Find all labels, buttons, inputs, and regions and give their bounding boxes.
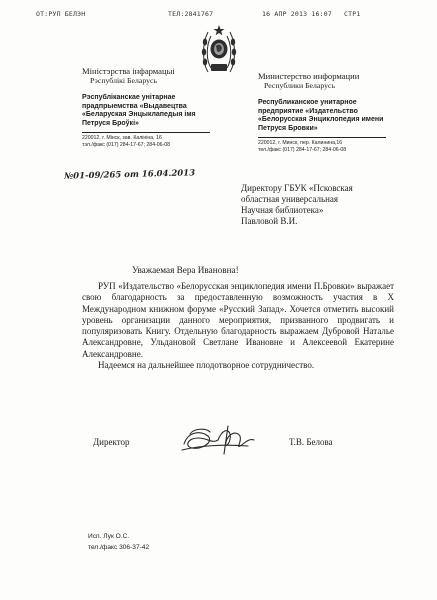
salutation: Уважаемая Вера Ивановна! (132, 265, 239, 275)
ministry-name-be: Міністэрства інфармацыі (82, 66, 175, 76)
organization-name-ru: Республиканское унитарное предприятие «Издательство «Белорусская Энциклопедия имени Петруся Бровки» (258, 99, 384, 132)
phone-line-ru: тел./факс (017) 284-17-67; 284-06-08 (258, 147, 347, 154)
letter-body (82, 281, 394, 371)
signer-name: Т.В. Белова (289, 437, 333, 447)
fax-tel: ТЕЛ:2841767 (168, 10, 214, 18)
address-line-be: 220012, г. Мінск, зав. Калініна, 16 (82, 135, 162, 142)
letterhead-rule (82, 132, 210, 133)
ministry-name-ru: Министерство информации (258, 71, 360, 81)
fax-date: 16 АПР 2013 16:07 (262, 10, 332, 18)
letterhead-rule (258, 137, 386, 138)
body-paragraph: РУП «Издательство «Белорусская энциклопедия имени П.Бровки» выражает свою благодарность за предоставленную возможность участия в X Международном книжном форуме «Русский Запад». Хочется отметить высокий уровень организации данного мероприятия, призванного продвигать и популяризовать Книгу. Отдельную благодарность выражаем Дубровой Наталье Александровне, Ульдановой Светлане Ивановне и Алексеевой Екатерине Александровне. (82, 281, 394, 359)
country-be: Рэспублікі Беларусь (90, 76, 158, 85)
executor-block (88, 531, 149, 553)
signer-role: Директор (93, 437, 130, 447)
fax-from: ОТ:РУП БЕЛЭН (36, 10, 86, 18)
letterhead-russian (258, 72, 393, 154)
handwritten-reference-number: №01-09/265 от 16.04.2013 (63, 168, 196, 182)
letterhead-belarusian (82, 67, 212, 149)
fax-page: СТР1 (344, 10, 361, 18)
address-line-ru: 220012, г. Минск, пер. Калинина,16 (258, 140, 343, 147)
recipient-line: Научная библиотека» (241, 205, 324, 215)
executor-phone: тел./факс 306-37-42 (88, 544, 150, 551)
phone-line-be: тэл./факс (017) 284-17-67; 284-06-08 (82, 142, 171, 149)
country-ru: Республики Беларусь (264, 81, 336, 90)
executor-name: Исп. Лук О.С. (88, 533, 130, 540)
handwritten-signature (178, 420, 260, 458)
recipient-line: Павловой В.И. (241, 216, 298, 226)
recipient-line: Директору ГБУК «Псковская (241, 183, 353, 193)
recipient-block (241, 183, 421, 227)
recipient-line: областная универсальная (241, 194, 339, 204)
organization-name-be: Рэспубліканскае унітарнае прадпрыемства «Выдавецтва «Беларуская Энцыклапедыя імя Петруся Броўкі» (82, 94, 196, 127)
body-paragraph: Надеемся на дальнейшее плодотворное сотрудничество. (98, 360, 315, 371)
